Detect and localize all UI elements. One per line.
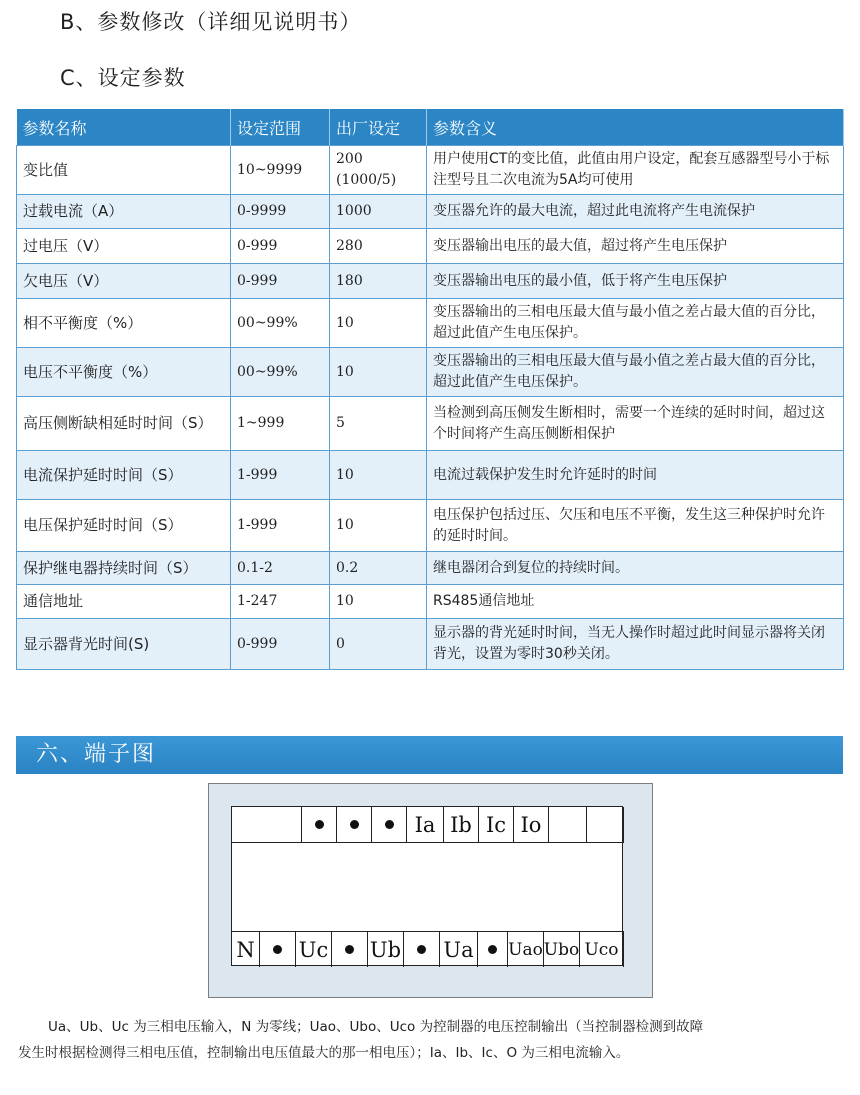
cell-param-name: 过载电流（A）	[17, 195, 231, 229]
cell-range: 1-999	[231, 451, 330, 500]
bottom-terminal-cell: N	[232, 932, 260, 967]
terminal-bottom-row	[232, 931, 624, 967]
cell-param-name: 电压不平衡度（%）	[17, 348, 231, 397]
table-row	[17, 299, 844, 348]
caption-line-1: Ua、Ub、Uc 为三相电压输入，N 为零线；Uao、Ubo、Uco 为控制器的电压控制输出（当控制器检测到故障	[48, 1019, 704, 1035]
table-row	[17, 500, 844, 552]
terminal-dot-icon	[488, 945, 497, 954]
cell-meaning: 变压器输出的三相电压最大值与最小值之差占最大值的百分比，超过此值产生电压保护。	[427, 348, 844, 397]
top-terminal-cell	[549, 807, 587, 842]
caption-line-2: 发生时根据检测得三相电压值，控制输出电压值最大的那一相电压）；Ia、Ib、Ic、O 为三相电流输入。	[18, 1045, 630, 1061]
cell-param-name: 高压侧断缺相延时时间（S）	[17, 397, 231, 451]
cell-param-name: 电压保护延时时间（S）	[17, 500, 231, 552]
cell-default: 0.2	[330, 552, 427, 585]
cell-default: 1000	[330, 195, 427, 229]
terminal-dot-icon	[350, 820, 359, 829]
cell-meaning: 变压器允许的最大电流，超过此电流将产生电流保护	[427, 195, 844, 229]
bottom-terminal-dot	[478, 932, 508, 967]
bottom-terminal-dot	[260, 932, 296, 967]
terminal-diagram	[208, 783, 653, 998]
cell-param-name: 变比值	[17, 146, 231, 195]
table-row	[17, 552, 844, 585]
table-row	[17, 264, 844, 299]
table-row	[17, 348, 844, 397]
section-title-terminal-diagram: 六、端子图	[16, 736, 843, 774]
heading-parameter-modify: B、参数修改（详细见说明书）	[60, 10, 362, 34]
terminal-dot-icon	[273, 945, 282, 954]
header-default: 出厂设定	[330, 109, 427, 146]
bottom-terminal-cell: Ub	[368, 932, 404, 967]
cell-meaning: 变压器输出的三相电压最大值与最小值之差占最大值的百分比，超过此值产生电压保护。	[427, 299, 844, 348]
cell-default: 200 (1000/5)	[330, 146, 427, 195]
cell-range: 0.1-2	[231, 552, 330, 585]
table-row	[17, 585, 844, 619]
parameter-table	[16, 109, 844, 670]
cell-default: 0	[330, 619, 427, 670]
cell-default: 10	[330, 585, 427, 619]
cell-range: 00~99%	[231, 299, 330, 348]
top-terminal-dot	[337, 807, 372, 842]
cell-range: 0-999	[231, 619, 330, 670]
terminal-dot-icon	[315, 820, 324, 829]
cell-meaning: RS485通信地址	[427, 585, 844, 619]
terminal-dot-icon	[345, 945, 354, 954]
cell-param-name: 电流保护延时时间（S）	[17, 451, 231, 500]
cell-default: 5	[330, 397, 427, 451]
cell-meaning: 变压器输出电压的最小值，低于将产生电压保护	[427, 264, 844, 299]
table-row	[17, 397, 844, 451]
header-param-name: 参数名称	[17, 109, 231, 146]
cell-default: 280	[330, 229, 427, 264]
cell-range: 1-247	[231, 585, 330, 619]
bottom-terminal-cell: Uc	[296, 932, 332, 967]
cell-range: 00~99%	[231, 348, 330, 397]
cell-meaning: 电流过载保护发生时允许延时的时间	[427, 451, 844, 500]
header-range: 设定范围	[231, 109, 330, 146]
cell-param-name: 保护继电器持续时间（S）	[17, 552, 231, 585]
cell-meaning: 用户使用CT的变比值，此值由用户设定，配套互感器型号小于标注型号且二次电流为5A均可使用	[427, 146, 844, 195]
top-terminal-cell	[587, 807, 624, 842]
cell-range: 0-999	[231, 229, 330, 264]
cell-range: 10~9999	[231, 146, 330, 195]
bottom-terminal-cell: Uao	[508, 932, 544, 967]
bottom-terminal-dot	[404, 932, 440, 967]
cell-default: 10	[330, 348, 427, 397]
cell-param-name: 通信地址	[17, 585, 231, 619]
heading-set-parameters: C、设定参数	[60, 66, 186, 90]
terminal-frame	[231, 806, 623, 966]
header-meaning: 参数含义	[427, 109, 844, 146]
table-row	[17, 451, 844, 500]
top-terminal-dot	[372, 807, 407, 842]
table-row	[17, 146, 844, 195]
cell-meaning: 显示器的背光延时时间，当无人操作时超过此时间显示器将关闭背光，设置为零时30秒关闭。	[427, 619, 844, 670]
top-terminal-dot	[302, 807, 337, 842]
cell-param-name: 过电压（V）	[17, 229, 231, 264]
cell-default: 10	[330, 500, 427, 552]
bottom-terminal-dot	[332, 932, 368, 967]
table-header-row	[17, 109, 844, 146]
cell-range: 0-999	[231, 264, 330, 299]
table-row	[17, 619, 844, 670]
bottom-terminal-cell: Ua	[440, 932, 478, 967]
top-terminal-cell: Ia	[407, 807, 444, 842]
bottom-terminal-cell: Uco	[580, 932, 624, 967]
cell-meaning: 当检测到高压侧发生断相时，需要一个连续的延时时间，超过这个时间将产生高压侧断相保护	[427, 397, 844, 451]
top-terminal-cell: Io	[514, 807, 549, 842]
cell-range: 1~999	[231, 397, 330, 451]
terminal-caption	[18, 1014, 848, 1066]
cell-param-name: 显示器背光时间(S)	[17, 619, 231, 670]
cell-range: 0-9999	[231, 195, 330, 229]
top-terminal-cell: Ib	[444, 807, 479, 842]
cell-default: 10	[330, 451, 427, 500]
cell-param-name: 欠电压（V）	[17, 264, 231, 299]
terminal-top-row	[232, 807, 624, 843]
top-terminal-cell: Ic	[479, 807, 514, 842]
bottom-terminal-cell: Ubo	[544, 932, 580, 967]
table-row	[17, 229, 844, 264]
cell-default: 180	[330, 264, 427, 299]
table-row	[17, 195, 844, 229]
cell-default: 10	[330, 299, 427, 348]
cell-range: 1-999	[231, 500, 330, 552]
cell-param-name: 相不平衡度（%）	[17, 299, 231, 348]
top-terminal-cell	[232, 807, 302, 842]
cell-meaning: 电压保护包括过压、欠压和电压不平衡，发生这三种保护时允许的延时时间。	[427, 500, 844, 552]
cell-meaning: 变压器输出电压的最大值，超过将产生电压保护	[427, 229, 844, 264]
terminal-dot-icon	[417, 945, 426, 954]
terminal-dot-icon	[385, 820, 394, 829]
cell-meaning: 继电器闭合到复位的持续时间。	[427, 552, 844, 585]
